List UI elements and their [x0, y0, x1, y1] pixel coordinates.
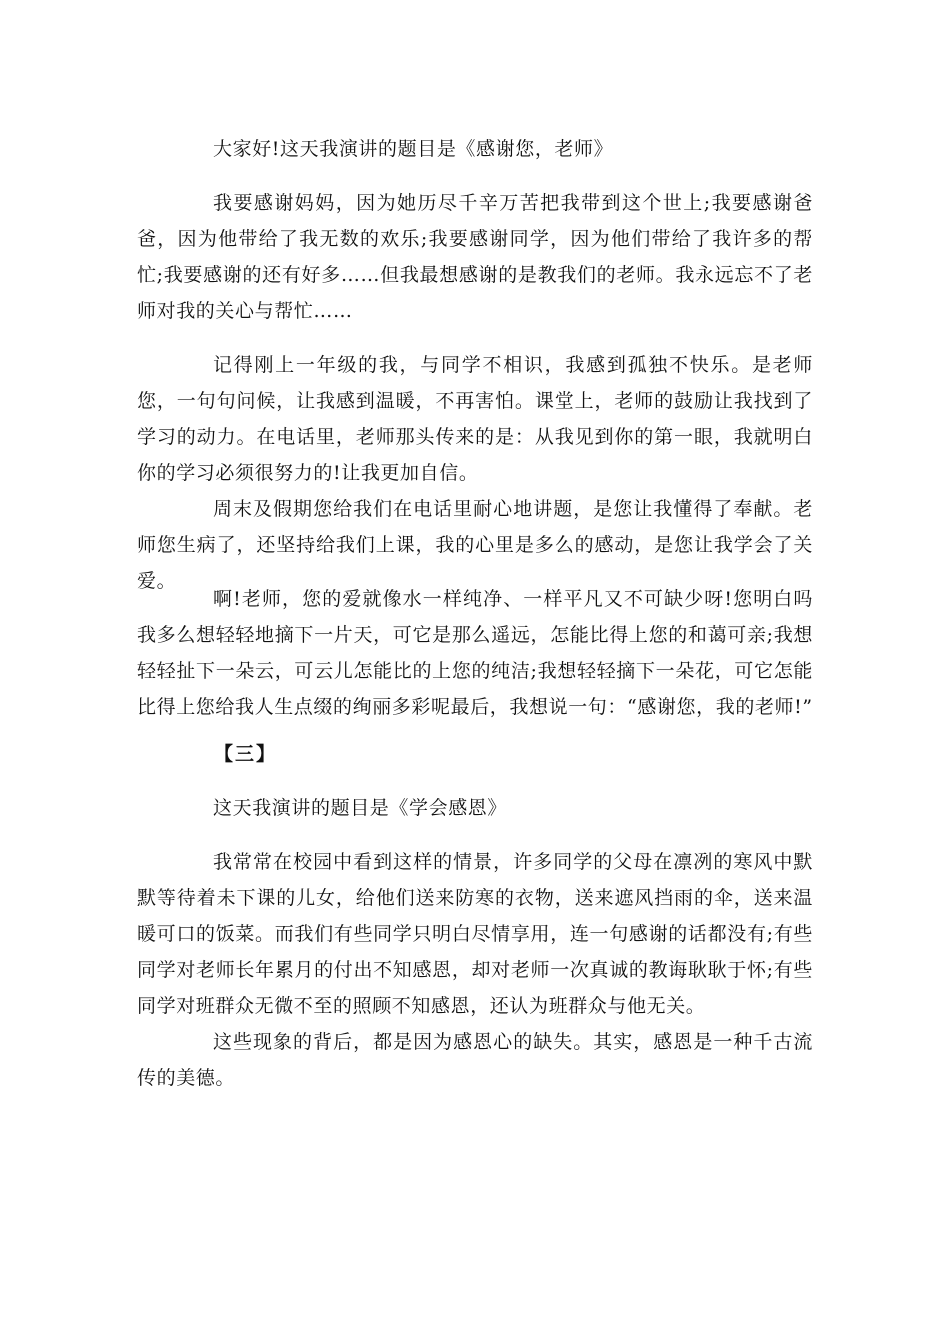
section-heading: 【三】 [214, 743, 278, 765]
paragraph-speech-title: 大家好!这天我演讲的题目是《感谢您，老师》 [213, 138, 614, 160]
paragraph-campus-scene: 我常常在校园中看到这样的情景，许多同学的父母在凛冽的寒风中默默等待着未下课的儿女，给他们送来防寒的衣物，送来遮风挡雨的伞，送来温暖可口的饭菜。而我们有些同学只明白尽情享用，连一句感谢的话都没有;有些同学对老师长年累月的付出不知感恩，却对老师一次真诚的教诲耿耿于怀;有些同学对班群众无微不至的照顾不知感恩，还认为班群众与他无关。 [137, 851, 813, 1017]
paragraph-first-grade-memory: 记得刚上一年级的我，与同学不相识，我感到孤独不快乐。是老师您，一句句问候，让我感到温暖，不再害怕。课堂上，老师的鼓励让我找到了学习的动力。在电话里，老师那头传来的是：从我见到你的第一眼，我就明白你的学习必须很努力的!让我更加自信。 [137, 354, 813, 484]
paragraph-thanks-family: 我要感谢妈妈，因为她历尽千辛万苦把我带到这个世上;我要感谢爸爸，因为他带给了我无数的欢乐;我要感谢同学，因为他们带给了我许多的帮忙;我要感谢的还有好多……但我最想感谢的是教我们的老师。我永远忘不了老师对我的关心与帮忙…… [137, 192, 813, 322]
paragraph-gratitude-title: 这天我演讲的题目是《学会感恩》 [213, 797, 508, 819]
paragraph-weekend-lessons: 周末及假期您给我们在电话里耐心地讲题，是您让我懂得了奉献。老师您生病了，还坚持给我们上课，我的心里是多么的感动，是您让我学会了关爱。 [137, 498, 813, 592]
paragraph-teacher-love: 啊!老师，您的爱就像水一样纯净、一样平凡又不可缺少呀!您明白吗我多么想轻轻地摘下一片天，可它是那么遥远，怎能比得上您的和蔼可亲;我想轻轻扯下一朵云，可云儿怎能比的上您的纯洁;我想轻轻摘下一朵花，可它怎能比得上您给我人生点缀的绚丽多彩呢最后，我想说一句：“感谢您，我的老师!” [137, 588, 813, 718]
paragraph-lack-of-gratitude: 这些现象的背后，都是因为感恩心的缺失。其实，感恩是一种千古流传的美德。 [137, 1031, 813, 1089]
